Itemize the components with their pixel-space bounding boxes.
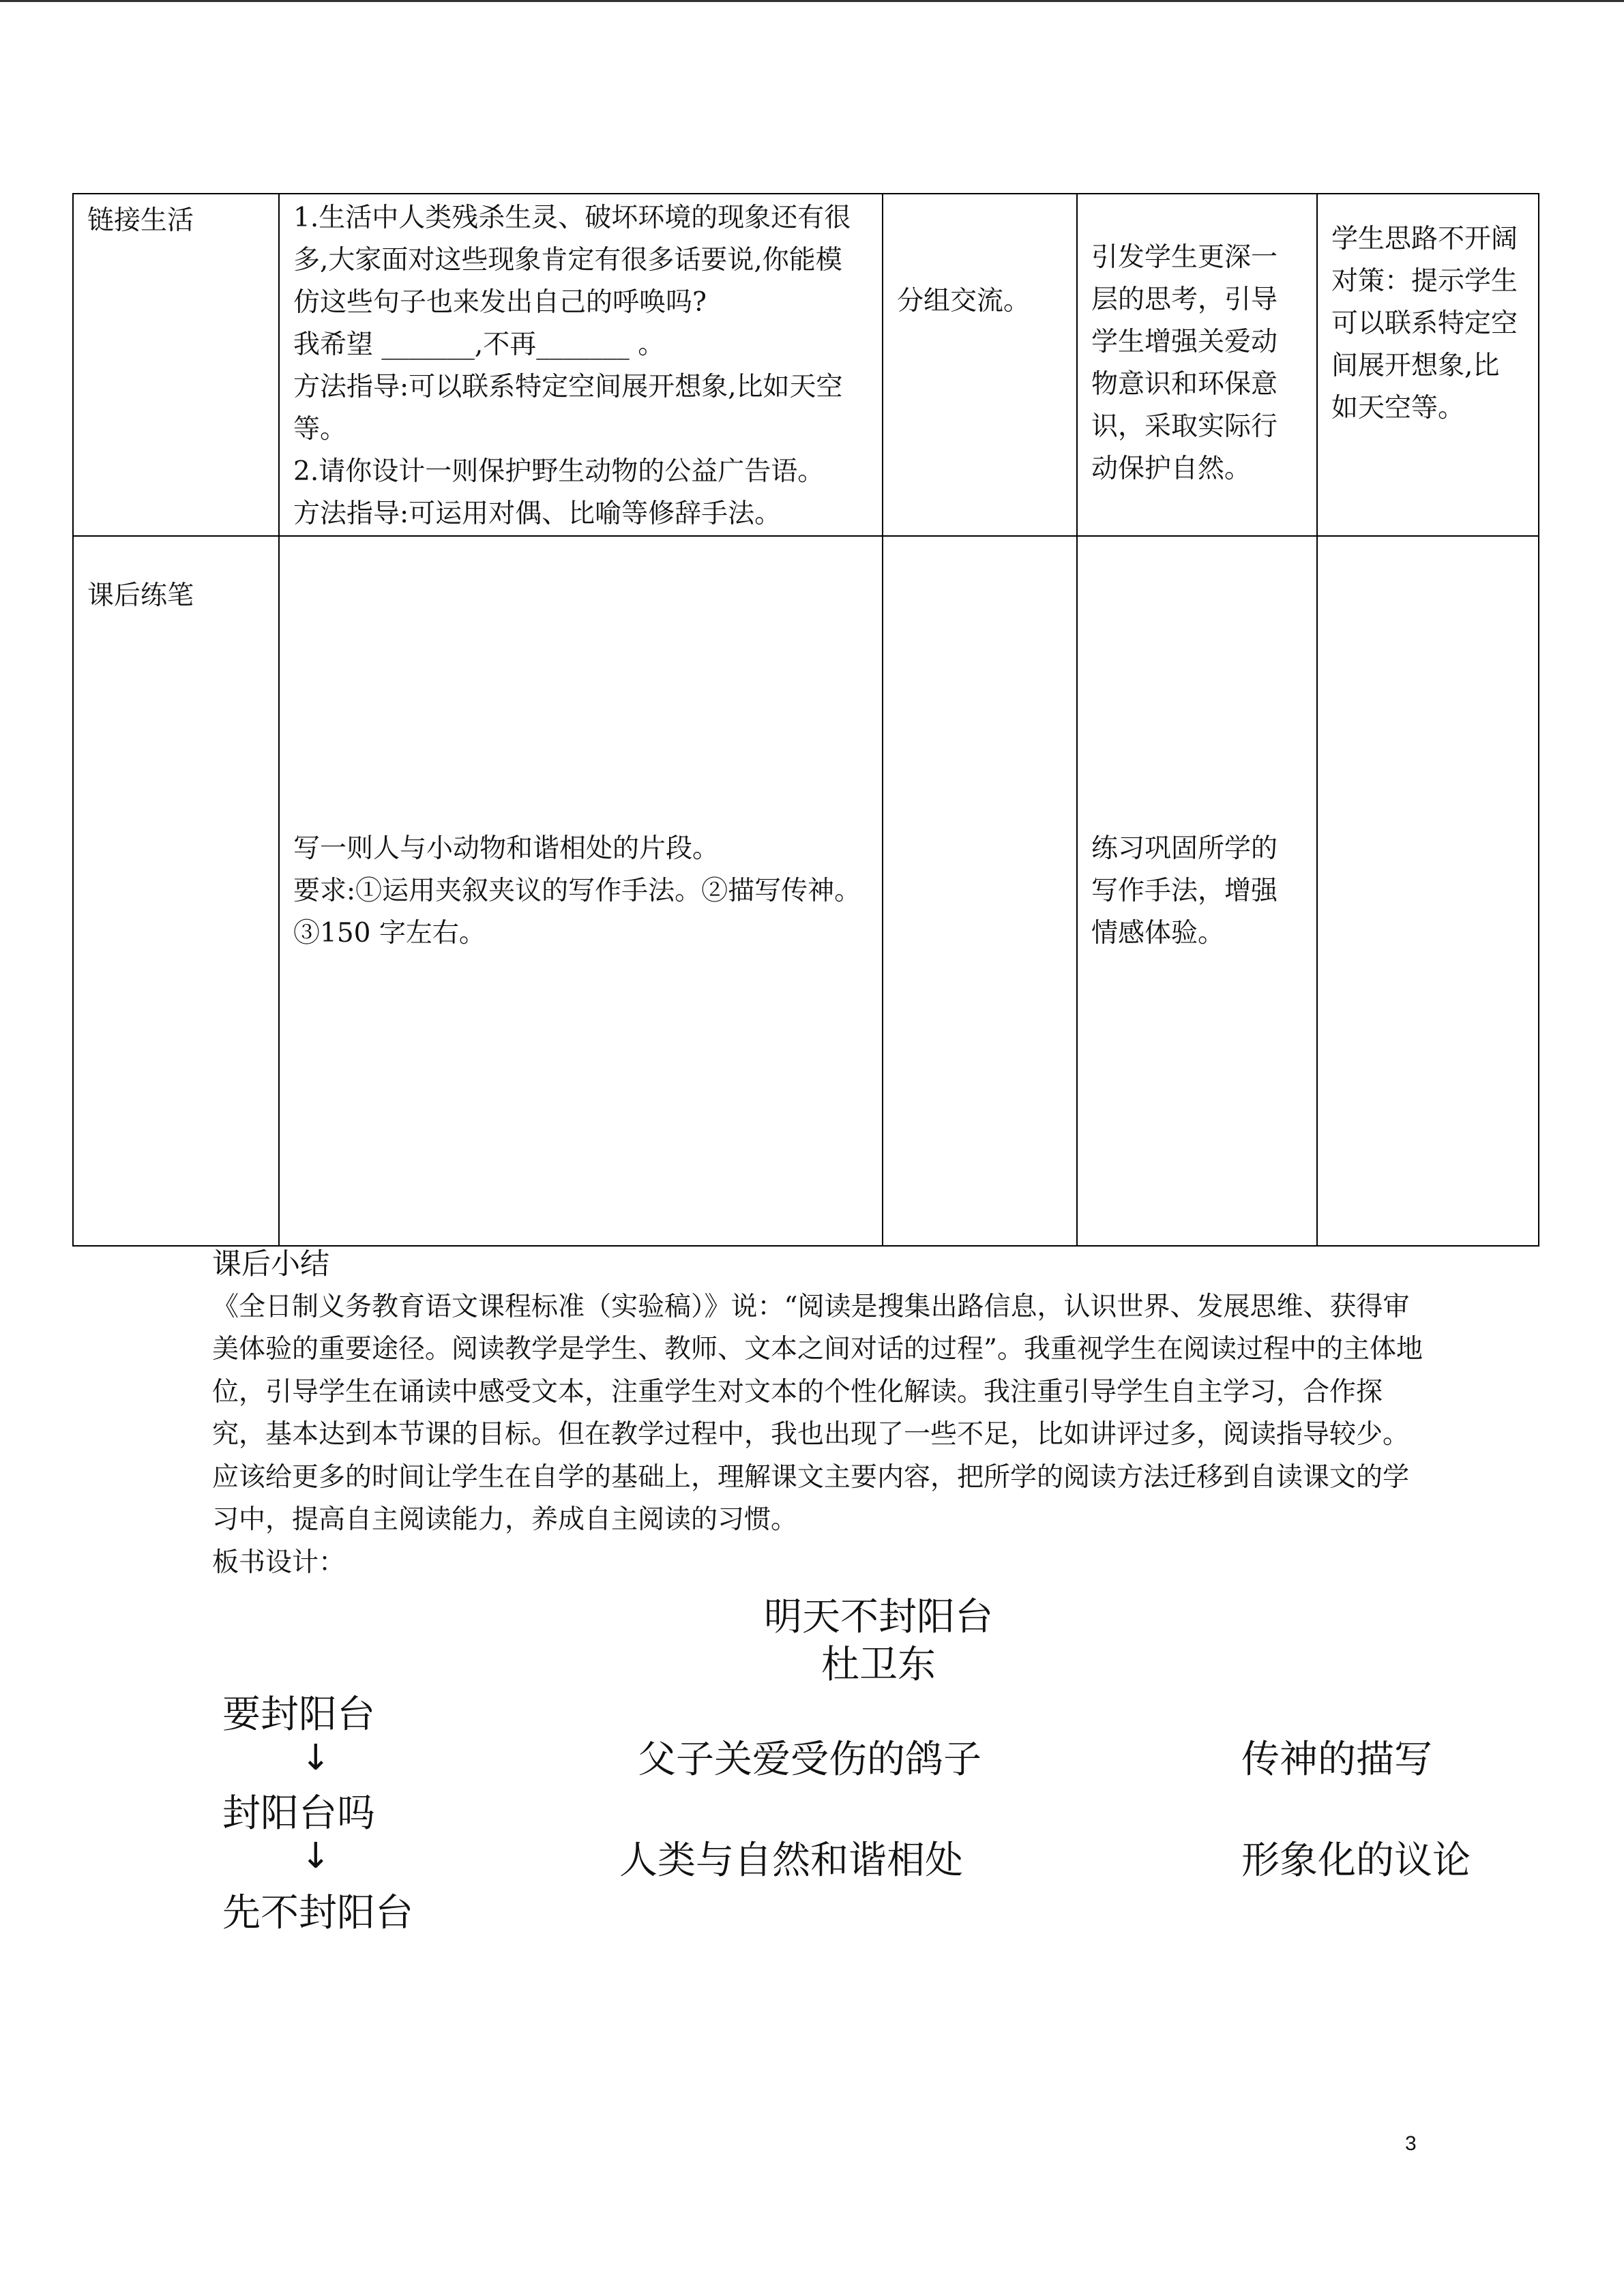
problem-cell — [1317, 194, 1539, 536]
content-line: 要求:①运用夹叙夹议的写作手法。②描写传神。③150 字左右。 — [293, 875, 861, 949]
board-left-item: 先不封阳台 — [222, 1891, 413, 1935]
content-line: 2.请你设计一则保护野生动物的公益广告语。 — [293, 456, 825, 487]
down-arrow-icon: ↓ — [301, 1836, 331, 1877]
content-cell — [279, 194, 883, 536]
activity-cell — [883, 194, 1077, 536]
problem-cell — [1317, 536, 1539, 1246]
page-number: 3 — [1405, 2132, 1417, 2155]
board-left-item: 要封阳台 — [222, 1693, 375, 1737]
purpose-cell — [1077, 194, 1317, 536]
stage-cell — [73, 536, 279, 1246]
strategy-text: 对策：提示学生可以联系特定空间展开想象,比如天空等。 — [1331, 266, 1518, 423]
board-left-item: 封阳台吗 — [222, 1791, 375, 1836]
purpose-cell — [1077, 536, 1317, 1246]
summary-paragraph: 《全日制义务教育语文课程标准（实验稿）》说：“阅读是搜集出路信息，认识世界、发展思维、获得审美体验的重要途径。阅读教学是学生、教师、文本之间对话的过程”。我重视学生在阅读过程中的主体地位，引导学生在诵读中感受文本，注重学生对文本的个性化解读。我注重引导学生自主学习，合作探究，基本达到本节课的目标。但在教学过程中，我也出现了一些不足，比如讲评过多，阅读指导较少。应该给更多的时间让学生在自学的基础上，理解课文主要内容，把所学的阅读方法迁移到自读课文的学习中，提高自主阅读能力，养成自主阅读的习惯。 — [212, 1291, 1423, 1535]
problem-text: 学生思路不开阔 — [1331, 224, 1518, 254]
board-middle-item: 父子关爱受伤的鸽子 — [638, 1738, 981, 1782]
table-row — [73, 194, 1539, 536]
stage-cell — [73, 194, 279, 536]
content-line: 写一则人与小动物和谐相处的片段。 — [293, 833, 720, 864]
board-right-item: 形象化的议论 — [1241, 1838, 1471, 1883]
page-top-border — [0, 0, 1624, 2]
content-cell — [279, 536, 883, 1246]
purpose-text: 引发学生更深一层的思考，引导学生增强关爱动物意识和环保意识，采取实际行动保护自然。 — [1091, 242, 1278, 484]
stage-label: 课后练笔 — [87, 580, 194, 611]
board-right-item: 传神的描写 — [1241, 1738, 1432, 1782]
content-line: 我希望 _______,不再_______ 。 — [293, 329, 665, 360]
activity-cell — [883, 536, 1077, 1246]
board-author: 杜卫东 — [821, 1643, 936, 1687]
board-middle-item: 人类与自然和谐相处 — [619, 1838, 963, 1883]
stage-label: 链接生活 — [87, 205, 194, 236]
down-arrow-icon: ↓ — [301, 1738, 331, 1778]
summary-title: 课后小结 — [212, 1247, 329, 1281]
board-design-label: 板书设计： — [212, 1547, 346, 1578]
content-line: 方法指导:可以联系特定空间展开想象,比如天空等。 — [293, 372, 843, 445]
lesson-summary — [212, 1243, 1433, 1584]
lesson-plan-table — [72, 193, 1539, 1247]
purpose-text: 练习巩固所学的写作手法，增强情感体验。 — [1091, 833, 1278, 949]
board-title: 明天不封阳台 — [764, 1595, 993, 1639]
activity-text: 分组交流。 — [897, 286, 1031, 316]
table-row — [73, 536, 1539, 1246]
content-line: 1.生活中人类残杀生灵、破坏环境的现象还有很多,大家面对这些现象肯定有很多话要说,你能模仿这些句子也来发出自己的呼唤吗? — [293, 203, 851, 318]
content-line: 方法指导:可运用对偶、比喻等修辞手法。 — [293, 498, 782, 529]
